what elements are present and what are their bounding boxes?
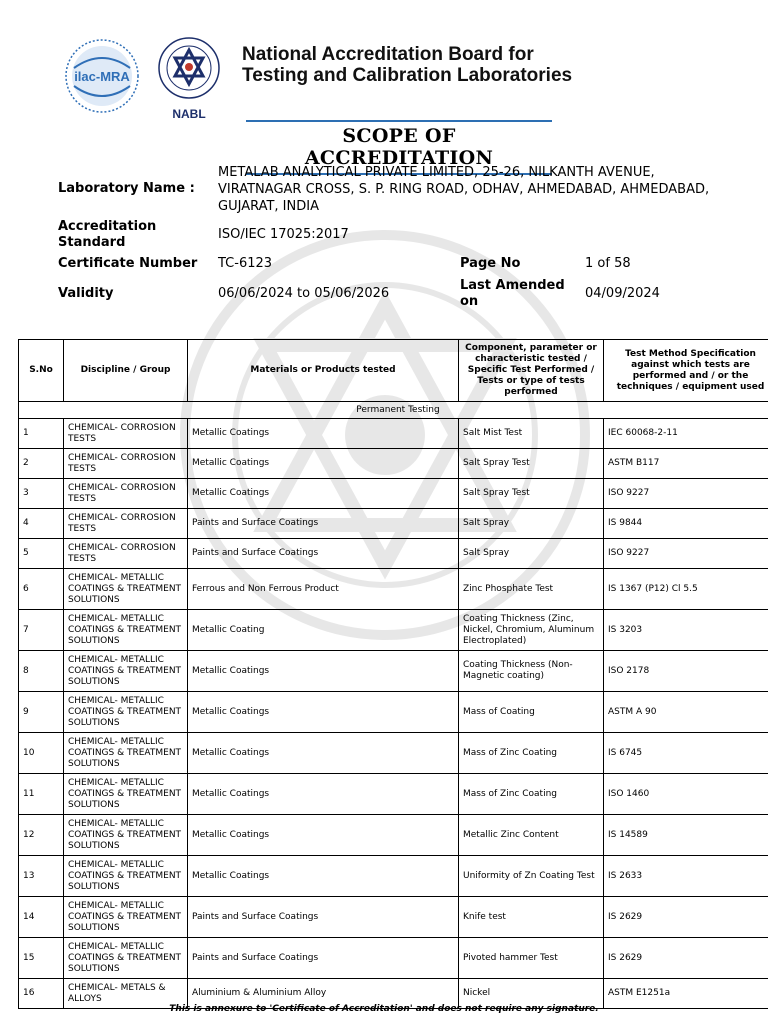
page-no-label: Page No bbox=[460, 256, 521, 271]
cell-sno: 9 bbox=[19, 692, 64, 733]
footer-note: This is annexure to 'Certificate of Accreditation' and does not require any signature. bbox=[169, 1004, 599, 1014]
standard-label-line2: Standard bbox=[58, 235, 126, 250]
nabl-logo-text: NABL bbox=[172, 107, 206, 121]
header-discipline: Discipline / Group bbox=[64, 340, 188, 402]
cell-discipline: CHEMICAL- METALLIC COATINGS & TREATMENT SOLUTIONS bbox=[64, 733, 188, 774]
cell-discipline: CHEMICAL- CORROSION TESTS bbox=[64, 539, 188, 569]
lab-name-line3: GUJARAT, INDIA bbox=[218, 199, 319, 214]
table-row bbox=[19, 815, 768, 856]
cell-materials: Metallic Coating bbox=[188, 610, 459, 651]
table-row bbox=[19, 733, 768, 774]
cell-component: Salt Mist Test bbox=[459, 419, 604, 449]
cell-sno: 14 bbox=[19, 897, 64, 938]
cell-method: IS 2633 bbox=[604, 856, 768, 897]
table-row bbox=[19, 449, 768, 479]
cell-component: Coating Thickness (Zinc, Nickel, Chromium, Aluminum Electroplated) bbox=[459, 610, 604, 651]
nabl-logo bbox=[156, 36, 222, 122]
cell-discipline: CHEMICAL- METALLIC COATINGS & TREATMENT SOLUTIONS bbox=[64, 774, 188, 815]
cell-materials: Paints and Surface Coatings bbox=[188, 509, 459, 539]
cell-discipline: CHEMICAL- METALLIC COATINGS & TREATMENT SOLUTIONS bbox=[64, 651, 188, 692]
cell-method: ISO 9227 bbox=[604, 539, 768, 569]
cell-discipline: CHEMICAL- METALLIC COATINGS & TREATMENT SOLUTIONS bbox=[64, 692, 188, 733]
validity-value: 06/06/2024 to 05/06/2026 bbox=[218, 286, 390, 301]
cell-sno: 15 bbox=[19, 938, 64, 979]
last-amended-label bbox=[460, 278, 565, 310]
header-sno: S.No bbox=[19, 340, 64, 402]
cell-method: IS 1367 (P12) Cl 5.5 bbox=[604, 569, 768, 610]
cell-method: ASTM A 90 bbox=[604, 692, 768, 733]
standard-label bbox=[58, 219, 156, 251]
cell-component: Salt Spray bbox=[459, 539, 604, 569]
table-row bbox=[19, 569, 768, 610]
cell-sno: 2 bbox=[19, 449, 64, 479]
page-no-value: 1 of 58 bbox=[585, 256, 631, 271]
header-materials: Materials or Products tested bbox=[188, 340, 459, 402]
cell-component: Nickel bbox=[459, 979, 604, 1009]
cell-method: IEC 60068-2-11 bbox=[604, 419, 768, 449]
lab-name-line1: METALAB ANALYTICAL PRIVATE LIMITED, 25-26, NILKANTH AVENUE, bbox=[218, 165, 655, 180]
cell-sno: 1 bbox=[19, 419, 64, 449]
table-row bbox=[19, 774, 768, 815]
cell-method: ISO 1460 bbox=[604, 774, 768, 815]
cell-sno: 3 bbox=[19, 479, 64, 509]
standard-label-line1: Accreditation bbox=[58, 219, 157, 234]
cell-method: IS 2629 bbox=[604, 938, 768, 979]
cell-method: ISO 9227 bbox=[604, 479, 768, 509]
cell-component: Metallic Zinc Content bbox=[459, 815, 604, 856]
cell-sno: 4 bbox=[19, 509, 64, 539]
cell-component: Uniformity of Zn Coating Test bbox=[459, 856, 604, 897]
table-row bbox=[19, 692, 768, 733]
cell-method: IS 14589 bbox=[604, 815, 768, 856]
last-amended-line1: Last Amended bbox=[460, 278, 565, 293]
cell-materials: Ferrous and Non Ferrous Product bbox=[188, 569, 459, 610]
certificate-label: Certificate Number bbox=[58, 256, 198, 271]
org-title-line1: National Accreditation Board for bbox=[242, 44, 534, 65]
cell-materials: Paints and Surface Coatings bbox=[188, 938, 459, 979]
cell-method: IS 6745 bbox=[604, 733, 768, 774]
table-row bbox=[19, 610, 768, 651]
cell-discipline: CHEMICAL- CORROSION TESTS bbox=[64, 419, 188, 449]
table-row bbox=[19, 539, 768, 569]
cell-materials: Paints and Surface Coatings bbox=[188, 897, 459, 938]
scope-table bbox=[18, 339, 768, 1009]
section-label: Permanent Testing bbox=[19, 402, 768, 419]
cell-discipline: CHEMICAL- METALLIC COATINGS & TREATMENT SOLUTIONS bbox=[64, 897, 188, 938]
cell-discipline: CHEMICAL- CORROSION TESTS bbox=[64, 509, 188, 539]
cell-materials: Metallic Coatings bbox=[188, 774, 459, 815]
cell-component: Mass of Zinc Coating bbox=[459, 733, 604, 774]
cell-materials: Paints and Surface Coatings bbox=[188, 539, 459, 569]
cell-materials: Metallic Coatings bbox=[188, 651, 459, 692]
cell-materials: Metallic Coatings bbox=[188, 479, 459, 509]
cell-materials: Metallic Coatings bbox=[188, 815, 459, 856]
cell-sno: 6 bbox=[19, 569, 64, 610]
cell-component: Salt Spray bbox=[459, 509, 604, 539]
cell-materials: Aluminium & Aluminium Alloy bbox=[188, 979, 459, 1009]
table-row bbox=[19, 938, 768, 979]
header-method: Test Method Specification against which tests are performed and / or the techniques / equipment used bbox=[604, 340, 768, 402]
cell-component: Salt Spray Test bbox=[459, 449, 604, 479]
table-header-row bbox=[19, 340, 768, 402]
cell-discipline: CHEMICAL- CORROSION TESTS bbox=[64, 479, 188, 509]
cell-materials: Metallic Coatings bbox=[188, 419, 459, 449]
cell-sno: 5 bbox=[19, 539, 64, 569]
cell-component: Knife test bbox=[459, 897, 604, 938]
cell-discipline: CHEMICAL- METALS & ALLOYS bbox=[64, 979, 188, 1009]
table-row bbox=[19, 897, 768, 938]
section-row bbox=[19, 402, 768, 419]
cell-method: IS 3203 bbox=[604, 610, 768, 651]
cell-materials: Metallic Coatings bbox=[188, 733, 459, 774]
table-row bbox=[19, 509, 768, 539]
cell-method: ISO 2178 bbox=[604, 651, 768, 692]
lab-name-value bbox=[218, 164, 758, 215]
cell-component: Pivoted hammer Test bbox=[459, 938, 604, 979]
header-component: Component, parameter or characteristic tested / Specific Test Performed / Tests or type of tests performed bbox=[459, 340, 604, 402]
cell-component: Mass of Zinc Coating bbox=[459, 774, 604, 815]
cell-sno: 12 bbox=[19, 815, 64, 856]
cell-sno: 11 bbox=[19, 774, 64, 815]
cell-materials: Metallic Coatings bbox=[188, 692, 459, 733]
cell-discipline: CHEMICAL- METALLIC COATINGS & TREATMENT SOLUTIONS bbox=[64, 610, 188, 651]
cell-component: Zinc Phosphate Test bbox=[459, 569, 604, 610]
certificate-value: TC-6123 bbox=[218, 256, 273, 271]
last-amended-line2: on bbox=[460, 294, 479, 309]
cell-sno: 8 bbox=[19, 651, 64, 692]
standard-value: ISO/IEC 17025:2017 bbox=[218, 227, 349, 242]
lab-name-line2: VIRATNAGAR CROSS, S. P. RING ROAD, ODHAV, AHMEDABAD, AHMEDABAD, bbox=[218, 182, 710, 197]
cell-sno: 16 bbox=[19, 979, 64, 1009]
cell-sno: 13 bbox=[19, 856, 64, 897]
cell-method: IS 2629 bbox=[604, 897, 768, 938]
cell-discipline: CHEMICAL- METALLIC COATINGS & TREATMENT SOLUTIONS bbox=[64, 938, 188, 979]
cell-discipline: CHEMICAL- METALLIC COATINGS & TREATMENT SOLUTIONS bbox=[64, 815, 188, 856]
last-amended-value: 04/09/2024 bbox=[585, 286, 660, 301]
org-title-line2: Testing and Calibration Laboratories bbox=[242, 65, 573, 86]
cell-discipline: CHEMICAL- CORROSION TESTS bbox=[64, 449, 188, 479]
ilac-mra-logo bbox=[64, 38, 140, 114]
ilac-logo-text: ilac-MRA bbox=[74, 69, 130, 84]
cell-sno: 7 bbox=[19, 610, 64, 651]
cell-materials: Metallic Coatings bbox=[188, 856, 459, 897]
scope-title: SCOPE OF ACCREDITATION bbox=[246, 120, 552, 175]
table-row bbox=[19, 419, 768, 449]
table-row bbox=[19, 856, 768, 897]
cell-method: ASTM E1251a bbox=[604, 979, 768, 1009]
cell-component: Coating Thickness (Non-Magnetic coating) bbox=[459, 651, 604, 692]
cell-component: Mass of Coating bbox=[459, 692, 604, 733]
cell-component: Salt Spray Test bbox=[459, 479, 604, 509]
table-row bbox=[19, 479, 768, 509]
cell-method: IS 9844 bbox=[604, 509, 768, 539]
cell-method: ASTM B117 bbox=[604, 449, 768, 479]
cell-discipline: CHEMICAL- METALLIC COATINGS & TREATMENT SOLUTIONS bbox=[64, 569, 188, 610]
validity-label: Validity bbox=[58, 286, 114, 301]
lab-name-label: Laboratory Name : bbox=[58, 181, 195, 196]
table-row bbox=[19, 651, 768, 692]
cell-materials: Metallic Coatings bbox=[188, 449, 459, 479]
organization-title bbox=[242, 44, 572, 86]
cell-sno: 10 bbox=[19, 733, 64, 774]
cell-discipline: CHEMICAL- METALLIC COATINGS & TREATMENT SOLUTIONS bbox=[64, 856, 188, 897]
